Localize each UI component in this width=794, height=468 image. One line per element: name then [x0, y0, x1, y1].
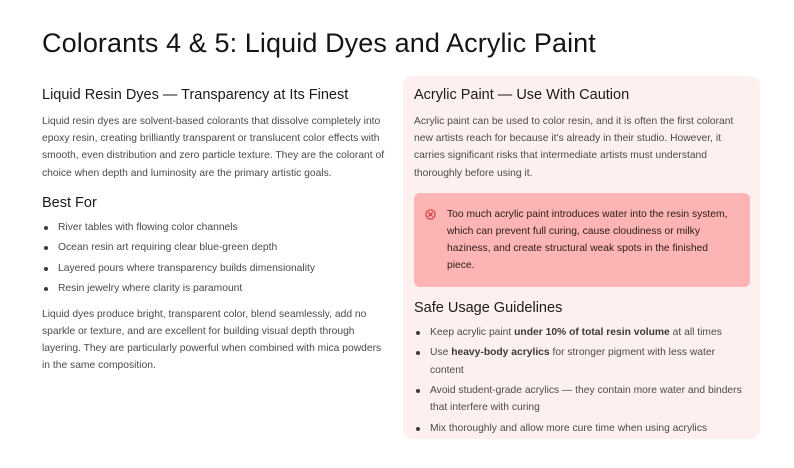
best-for-list	[42, 219, 387, 298]
dyes-intro: Liquid resin dyes are solvent-based colorants that dissolve completely into epoxy resin, creating brilliantly transparent or translucent color effects with smooth, even distribution and zero particle texture. They are the colorant of choice when depth and luminosity are the primary artistic goals.	[42, 116, 385, 179]
list-item: Use heavy-body acrylics for stronger pigment with less water content	[414, 344, 751, 378]
x-circle-icon	[425, 209, 436, 220]
page-title: Colorants 4 & 5: Liquid Dyes and Acrylic Paint	[42, 28, 596, 58]
warning-alert	[414, 193, 750, 287]
best-for-heading: Best For	[42, 194, 97, 211]
list-item: Keep acrylic paint under 10% of total resin volume at all times	[414, 324, 751, 341]
acrylic-card	[403, 76, 760, 439]
list-item: Avoid student-grade acrylics — they contain more water and binders that interfere with curing	[414, 382, 751, 416]
list-item: Mix thoroughly and allow more cure time when using acrylics	[414, 420, 751, 437]
dyes-section	[42, 87, 387, 374]
guidelines-list	[414, 324, 751, 437]
list-item: Layered pours where transparency builds dimensionality	[42, 260, 387, 277]
list-item: Resin jewelry where clarity is paramount	[42, 280, 387, 297]
safe-usage-heading: Safe Usage Guidelines	[414, 299, 563, 316]
acrylic-intro: Acrylic paint can be used to color resin, and it is often the first colorant new artists reach for because it's already in their studio. However, it carries significant risks that intermediate artists must understand thoroughly before using it.	[414, 116, 734, 179]
list-item: Ocean resin art requiring clear blue-green depth	[42, 239, 387, 256]
acrylic-heading: Acrylic Paint — Use With Caution	[414, 87, 630, 103]
dyes-outro: Liquid dyes produce bright, transparent color, blend seamlessly, add no sparkle or texture, and are excellent for building visual depth through layering. They are particularly powerful when combined with mica powders in the same composition.	[42, 308, 382, 372]
dyes-heading: Liquid Resin Dyes — Transparency at Its Finest	[42, 87, 349, 103]
warning-text: Too much acrylic paint introduces water into the resin system, which can prevent full curing, cause cloudiness or milky haziness, and create structural weak spots in the finished piece.	[447, 208, 728, 272]
list-item: River tables with flowing color channels	[42, 219, 387, 236]
